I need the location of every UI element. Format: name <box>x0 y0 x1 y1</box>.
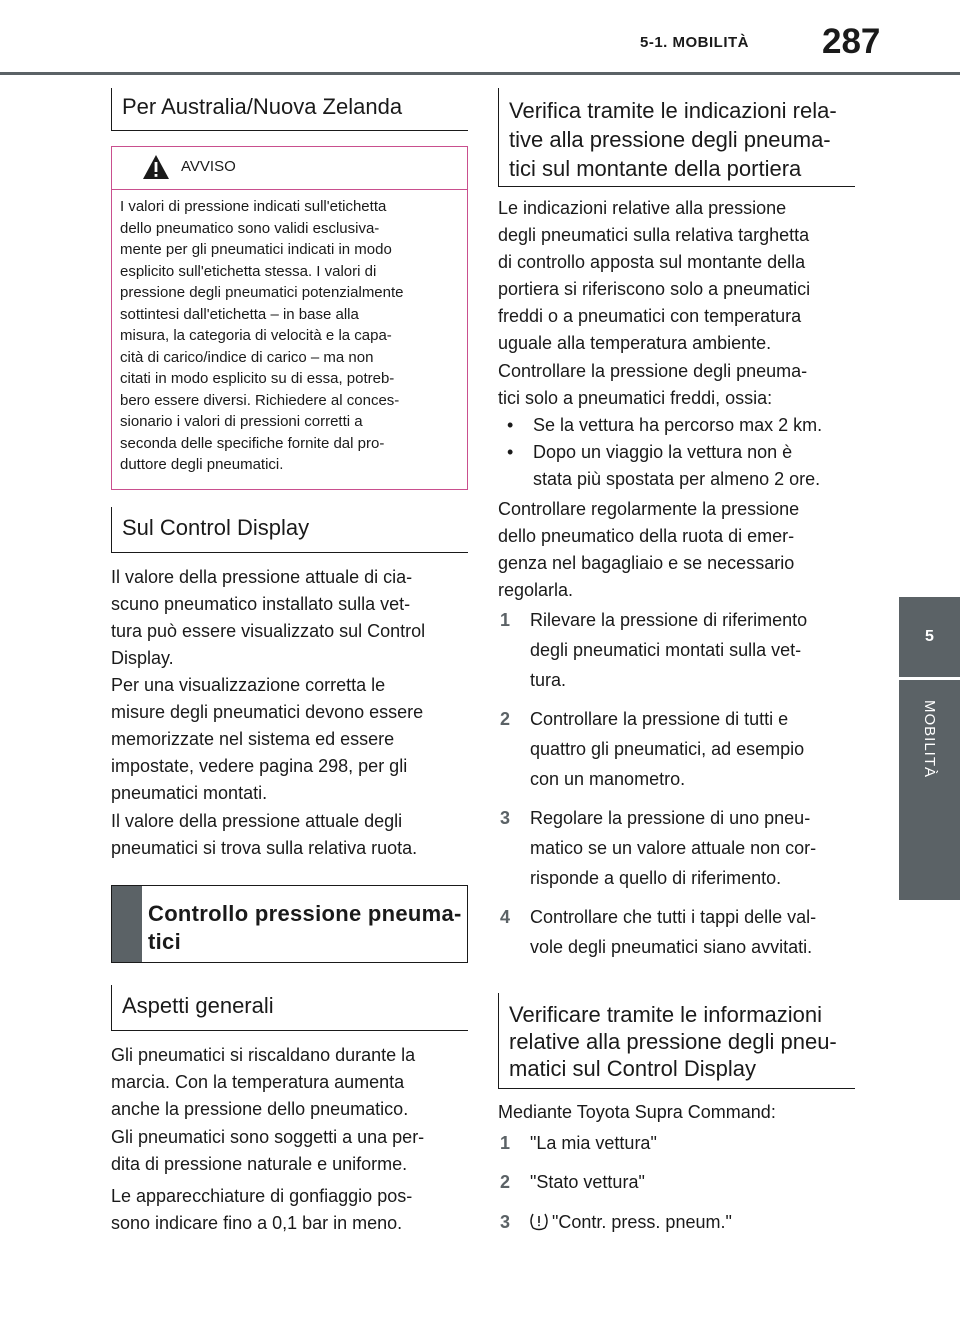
warning-body: I valori di pressione indicati sull'etichetta dello pneumatico sono validi esclusiva- mente per gli pneumatici indicati in modo esplicito sull'etichetta stessa. I valori di pressione degli pneumatici potenzialmente sottintesi dall'etichetta – in base alla misura, la categoria di velocità e la capa- cità di carico/indice di carico – ma non citati in modo esplicito su di essa, potreb- bero essere diversi. Richiedere al conces- sionario i valori di pressioni corretti a seconda delle specifiche fornite dal pro- duttore degli pneumatici. <box>120 198 404 473</box>
warning-triangle-icon <box>142 154 170 180</box>
page-number: 287 <box>822 22 881 61</box>
paragraph: Il valore della pressione attuale degli pneumatici si trova sulla relativa ruota. <box>111 811 418 858</box>
chapter-tab-label-text: MOBILITÀ <box>921 700 938 779</box>
chapter-tab-label[interactable] <box>899 680 960 900</box>
subheading-australia: Per Australia/Nuova Zelanda <box>111 88 468 131</box>
subheading-control-display: Sul Control Display <box>111 507 468 553</box>
paragraph: Per una visualizzazione corretta le misure degli pneumatici devono essere memorizzate nel sistema ed essere impostate, vedere pagina 298, per gli pneumatici montati. <box>111 675 424 803</box>
section-heading-bar <box>112 886 142 962</box>
subheading-general: Aspetti generali <box>111 985 468 1031</box>
warning-header <box>112 147 467 190</box>
paragraph: Gli pneumatici sono soggetti a una per- dita di pressione naturale e uniforme. <box>111 1127 425 1174</box>
tire-pressure-warning-icon <box>528 1212 550 1232</box>
subheading-control-display-check: Verificare tramite le informazioni relative alla pressione degli pneu- matici sul Control Display <box>498 993 855 1089</box>
header-rule <box>0 72 960 75</box>
paragraph: Mediante Toyota Supra Command: <box>498 1102 776 1122</box>
paragraph: Le apparecchiature di gonfiaggio pos- sono indicare fino a 0,1 bar in meno. <box>111 1186 413 1233</box>
subheading-door-pillar: Verifica tramite le indicazioni rela- tive alla pressione degli pneuma- tici sul montante della portiera <box>498 88 855 187</box>
paragraph: Controllare la pressione degli pneuma- tici solo a pneumatici freddi, ossia: <box>498 361 808 408</box>
warning-title: AVVISO <box>181 158 236 175</box>
paragraph: Controllare regolarmente la pressione dello pneumatico della ruota di emer- genza nel bagagliaio e se necessario regolarla. <box>498 499 800 600</box>
header-section: 5-1. MOBILITÀ <box>640 34 750 51</box>
paragraph: Il valore della pressione attuale di cia- scuno pneumatico installato sulla vet- tura può essere visualizzato sul Control Display. <box>111 567 426 668</box>
paragraph: Le indicazioni relative alla pressione degli pneumatici sulla relativa targhetta di controllo apposta sul montante della portiera si riferiscono solo a pneumatici freddi o a pneumatici con temperatura uguale alla temperatura ambiente. <box>498 198 811 353</box>
section-heading: Controllo pressione pneuma- tici <box>111 885 468 963</box>
paragraph: Gli pneumatici si riscaldano durante la marcia. Con la temperatura aumenta anche la pressione dello pneumatico. <box>111 1045 416 1119</box>
warning-box <box>111 146 468 490</box>
chapter-tab-number[interactable]: 5 <box>899 597 960 677</box>
